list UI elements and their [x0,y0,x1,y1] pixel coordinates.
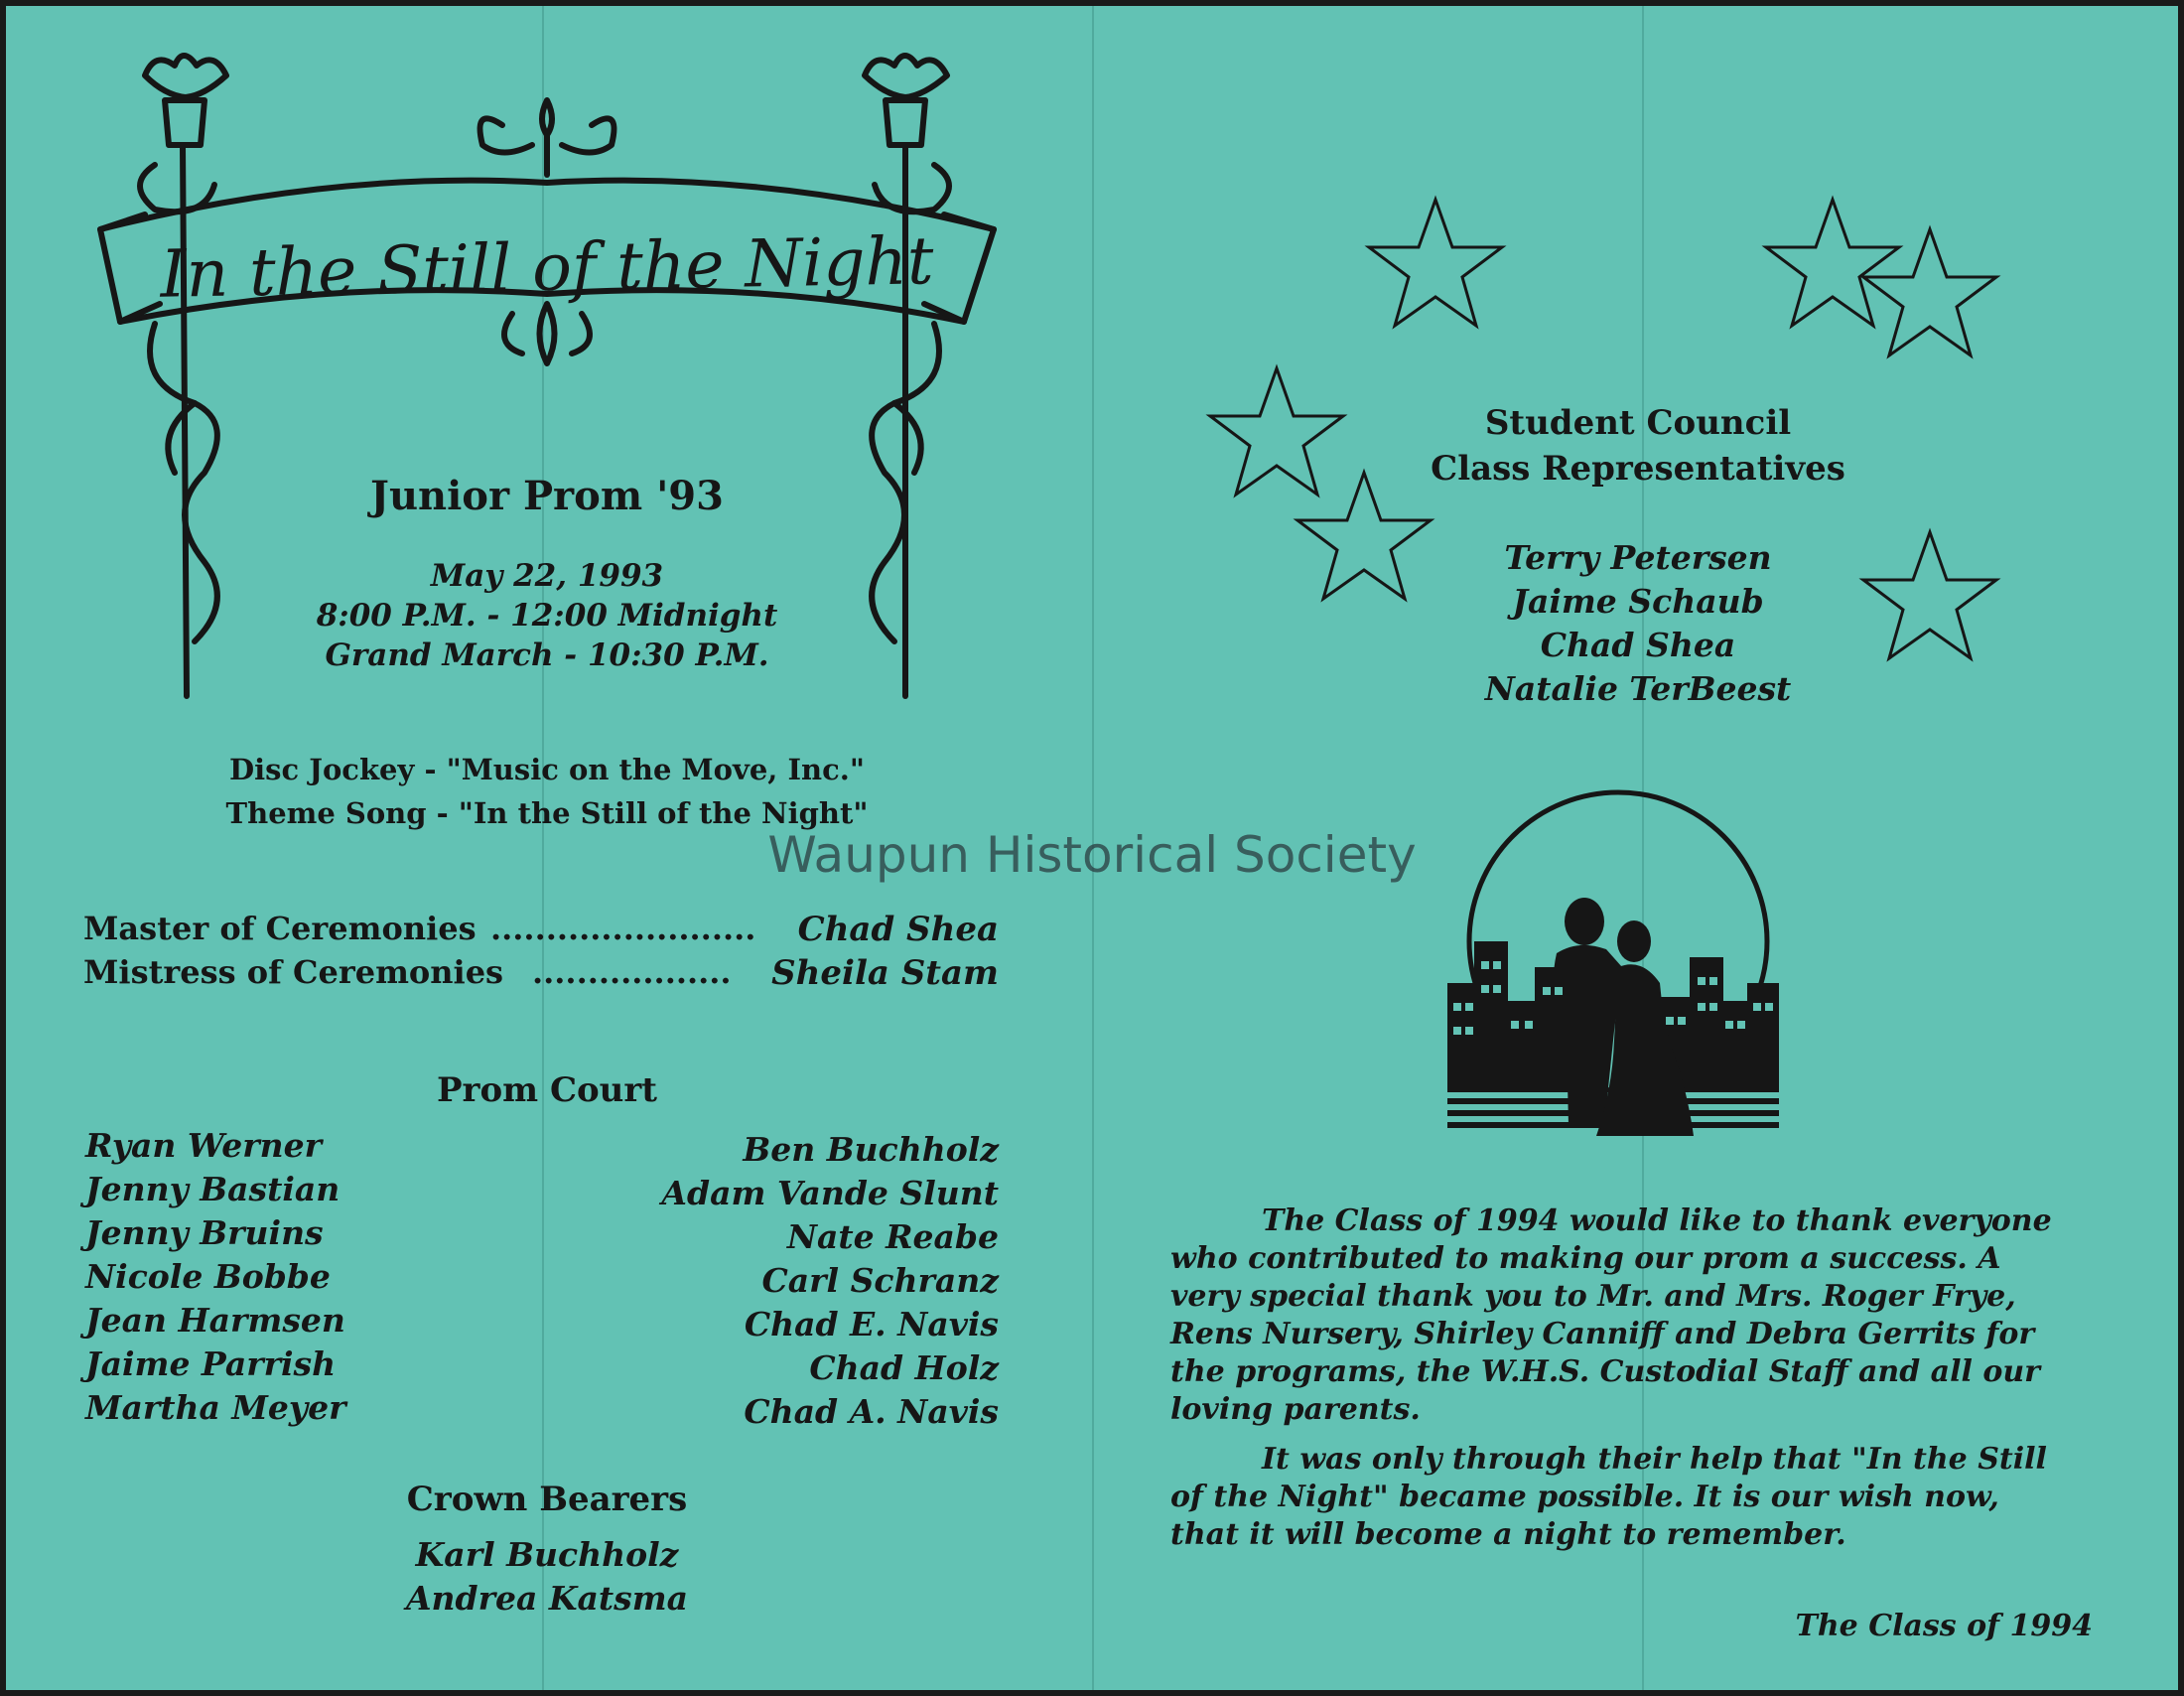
council-heading: Student Council [1484,403,1792,443]
list-item: Karl Buchholz [415,1535,679,1574]
master-of-ceremonies-role: Master of Ceremonies [83,910,477,947]
grand-march-time: Grand March - 10:30 P.M. [325,637,769,673]
list-item: Jaime Parrish [85,1344,337,1383]
list-item: Andrea Katsma [405,1579,689,1618]
council-subheading: Class Representatives [1431,449,1845,489]
list-item: Ryan Werner [85,1126,323,1165]
thanks-line: the programs, the W.H.S. Custodial Staff and all our [1170,1354,2040,1389]
theme-song: Theme Song - "In the Still of the Night" [225,796,869,830]
watermark: Waupun Historical Society [767,826,1417,884]
list-item: Jenny Bruins [85,1213,324,1252]
mistress-of-ceremonies-name: Sheila Stam [771,953,999,993]
thanks-line: The Class of 1994 would like to thank everyone [1262,1203,2052,1238]
list-item: Chad E. Navis [744,1305,999,1343]
list-item: Adam Vande Slunt [661,1174,999,1212]
list-item: Chad A. Navis [744,1392,999,1431]
list-item: Martha Meyer [85,1388,346,1427]
star-icon [1369,200,1502,326]
event-date: May 22, 1993 [430,558,664,594]
signature: The Class of 1994 [1795,1609,2093,1643]
event-title: Junior Prom '93 [370,473,724,519]
list-item: Nate Reabe [786,1217,999,1256]
list-item: Jaime Schaub [1512,582,1764,621]
list-item: Chad Shea [1540,626,1736,664]
list-item: Carl Schranz [761,1261,999,1300]
disc-jockey: Disc Jockey - "Music on the Move, Inc." [229,753,865,786]
thanks-line: loving parents. [1170,1392,1421,1427]
list-item: Nicole Bobbe [85,1257,331,1296]
banner-title: In the Still of the Night [159,222,935,313]
thanks-line: very special thank you to Mr. and Mrs. Roger Frye, [1170,1279,2016,1314]
thanks-line: It was only through their help that "In the Still [1262,1442,2047,1477]
list-item: Chad Holz [809,1348,999,1387]
mistress-of-ceremonies-dots: .................. [532,953,732,991]
mistress-of-ceremonies-role: Mistress of Ceremonies [83,953,504,991]
thanks-line: who contributed to making our prom a success. A [1170,1241,2001,1276]
master-of-ceremonies-name: Chad Shea [797,910,999,949]
thanks-line: of the Night" became possible. It is our wish now, [1170,1480,1999,1514]
list-item: Jean Harmsen [85,1301,345,1340]
master-of-ceremonies-dots: ........................ [490,910,756,947]
list-item: Terry Petersen [1504,538,1772,577]
prom-court-heading: Prom Court [436,1070,658,1110]
crown-bearers-heading: Crown Bearers [406,1480,688,1519]
event-time: 8:00 P.M. - 12:00 Midnight [316,598,778,634]
thanks-line: Rens Nursery, Shirley Canniff and Debra Gerrits for [1170,1317,2035,1351]
thanks-line: that it will become a night to remember. [1170,1517,1846,1552]
list-item: Natalie TerBeest [1484,669,1792,708]
list-item: Ben Buchholz [743,1130,999,1169]
list-item: Jenny Bastian [85,1170,341,1208]
star-icon [1766,200,1899,326]
